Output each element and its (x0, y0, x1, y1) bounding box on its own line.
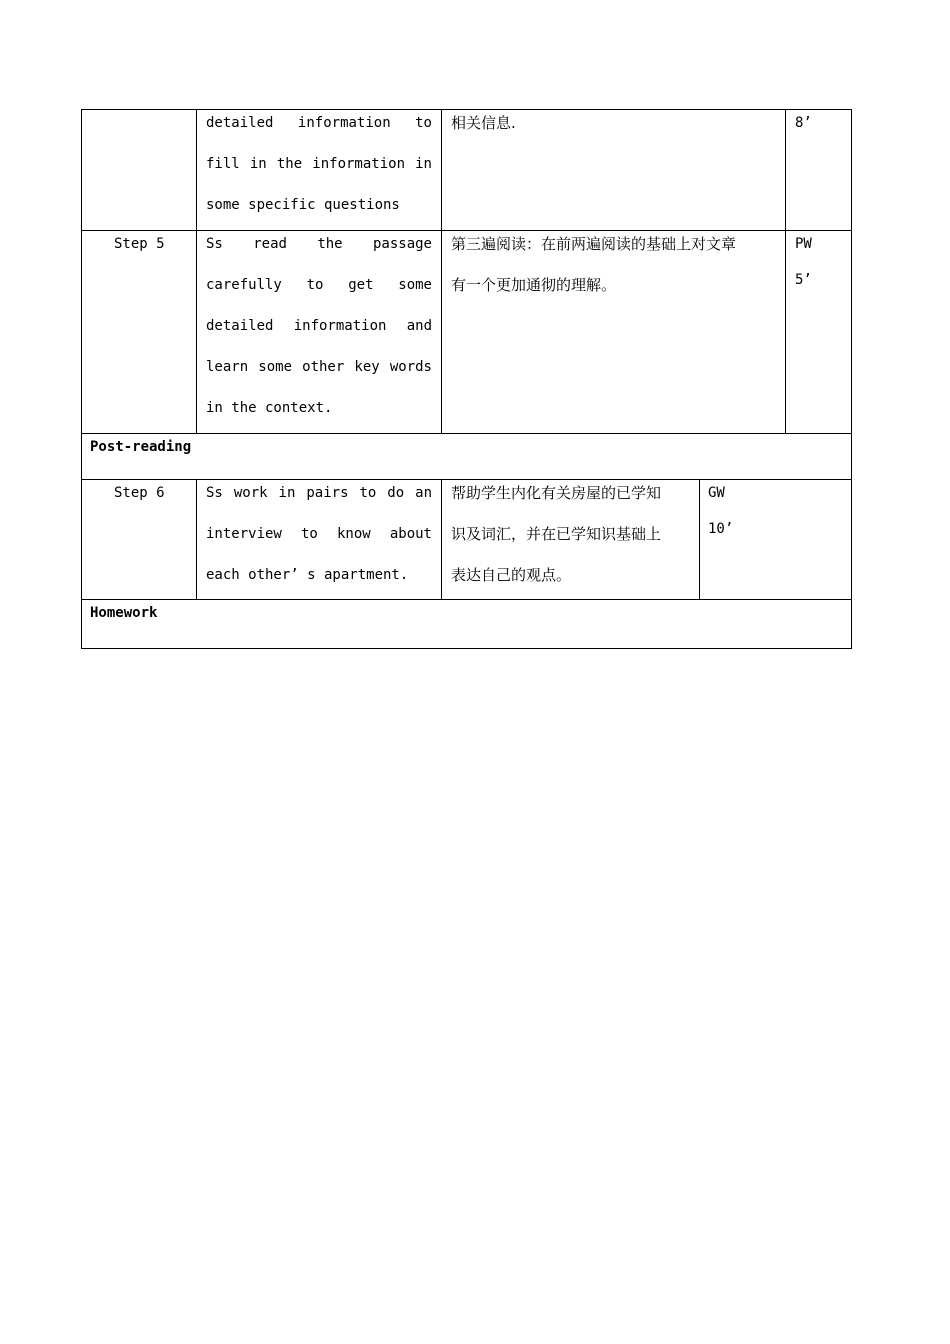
purpose-text: 相关信息. (451, 114, 516, 132)
step-label: Step 6 (114, 485, 165, 501)
section-heading-post-reading: Post-reading (90, 439, 192, 455)
step-label: Step 5 (114, 236, 165, 252)
activity-line: fill in the information in (206, 156, 432, 172)
purpose-line: 帮助学生内化有关房屋的已学知 (451, 484, 662, 502)
activity-line: carefully to get some (206, 277, 432, 293)
activity-line: interview to know about (206, 526, 432, 542)
activity-line: detailed information to (206, 115, 432, 131)
purpose-line: 第三遍阅读：在前两遍阅读的基础上对文章 (451, 235, 737, 253)
activity-line: some specific questions (206, 197, 400, 213)
purpose-line: 有一个更加通彻的理解。 (451, 276, 617, 294)
section-heading-homework: Homework (90, 605, 158, 621)
purpose-line: 识及词汇，并在已学知识基础上 (451, 525, 662, 543)
purpose-line: 表达自己的观点。 (451, 566, 572, 584)
activity-line: Ss work in pairs to do an (206, 485, 432, 501)
time-cell: 8’ (795, 115, 812, 131)
activity-line: Ss read the passage (206, 236, 432, 252)
activity-line: each other’ s apartment. (206, 567, 409, 583)
time-cell: 10’ (708, 521, 734, 537)
mode-cell: PW (795, 236, 812, 252)
activity-line: in the context. (206, 400, 333, 416)
activity-line: detailed information and (206, 318, 432, 334)
activity-line: learn some other key words (206, 359, 432, 375)
time-cell: 5’ (795, 272, 812, 288)
mode-cell: GW (708, 485, 725, 501)
